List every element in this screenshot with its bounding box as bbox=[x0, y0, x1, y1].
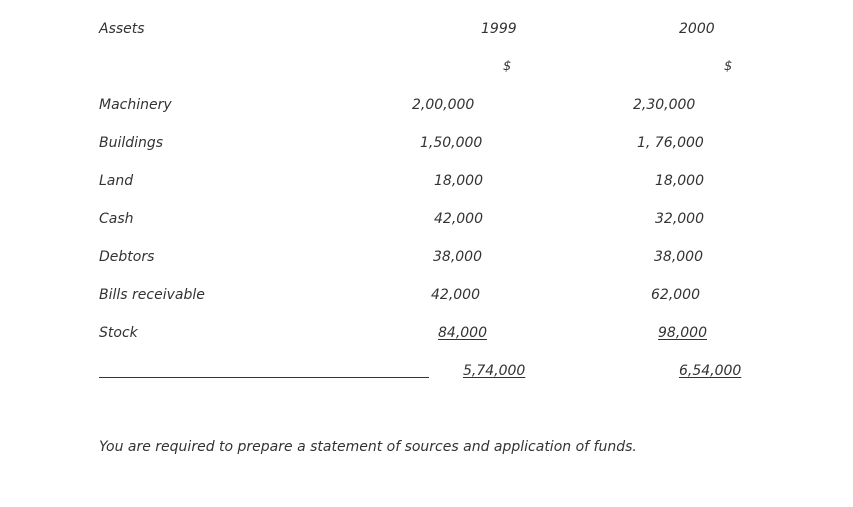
row-label-machinery: Machinery bbox=[99, 97, 172, 113]
value-1999-machinery: 2,00,000 bbox=[412, 97, 475, 113]
value-1999-debtors: 38,000 bbox=[433, 249, 482, 265]
value-1999-bills-receivable: 42,000 bbox=[431, 287, 480, 303]
row-label-land: Land bbox=[99, 173, 134, 189]
assets-heading: Assets bbox=[99, 21, 145, 37]
row-label-stock: Stock bbox=[99, 325, 138, 341]
year-1999-heading: 1999 bbox=[481, 21, 517, 37]
value-2000-machinery: 2,30,000 bbox=[633, 97, 696, 113]
instruction-text: You are required to prepare a statement of sources and application of funds. bbox=[99, 439, 637, 455]
currency-2000: $ bbox=[724, 59, 733, 74]
value-2000-bills-receivable: 62,000 bbox=[651, 287, 700, 303]
row-label-buildings: Buildings bbox=[99, 135, 164, 151]
row-label-bills-receivable: Bills receivable bbox=[99, 287, 205, 303]
value-1999-buildings: 1,50,000 bbox=[420, 135, 483, 151]
value-1999-stock: 84,000 bbox=[438, 325, 487, 341]
total-2000: 6,54,000 bbox=[679, 363, 742, 379]
currency-1999: $ bbox=[503, 59, 512, 74]
value-2000-cash: 32,000 bbox=[655, 211, 704, 227]
value-1999-cash: 42,000 bbox=[434, 211, 483, 227]
value-2000-buildings: 1, 76,000 bbox=[637, 135, 704, 151]
value-1999-land: 18,000 bbox=[434, 173, 483, 189]
total-rule-line bbox=[99, 377, 429, 378]
year-2000-heading: 2000 bbox=[679, 21, 715, 37]
total-1999: 5,74,000 bbox=[463, 363, 526, 379]
row-label-cash: Cash bbox=[99, 211, 134, 227]
value-2000-debtors: 38,000 bbox=[654, 249, 703, 265]
row-label-debtors: Debtors bbox=[99, 249, 155, 265]
value-2000-stock: 98,000 bbox=[658, 325, 707, 341]
value-2000-land: 18,000 bbox=[655, 173, 704, 189]
